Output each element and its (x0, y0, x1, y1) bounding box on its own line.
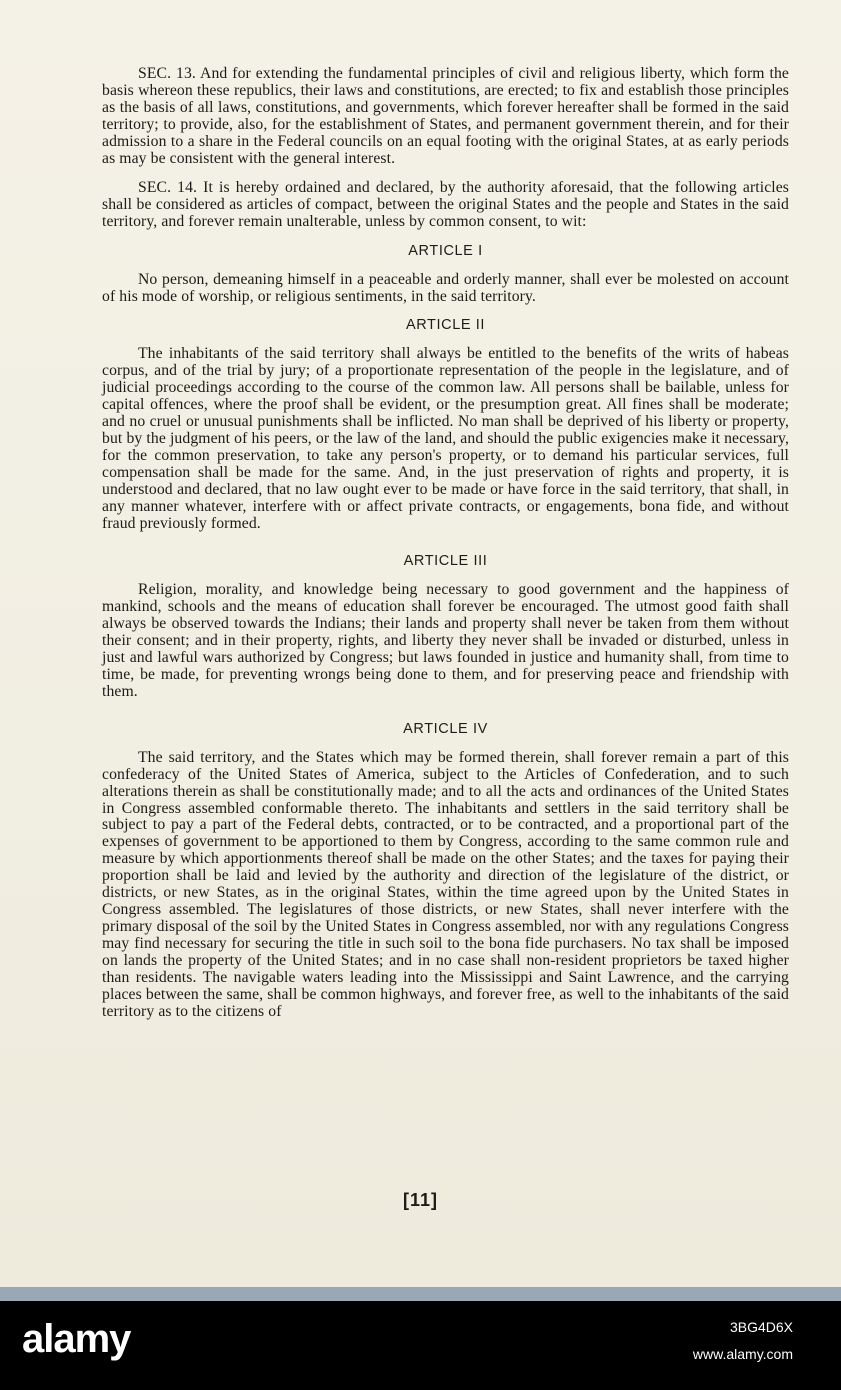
article-2-text: The inhabitants of the said territory shall always be entitled to the benefits of the writs of habeas corpus, and of the trial by jury; of a proportionate representation of the people in the legislature, and of judicial proceedings according to the course of the common law. All persons shall be bailable, unless for capital offences, where the proof shall be evident, or the presumption great. All fines shall be moderate; and no cruel or unusual punishments shall be inflicted. No man shall be deprived of his liberty or property, but by the judgment of his peers, or the law of the land, and should the public exigencies make it necessary, for the common preservation, to take any person's property, or to demand his particular services, full compensation shall be made for the same. And, in the just preservation of rights and property, it is understood and declared, that no law ought ever to be made or have force in the said territory, that shall, in any manner whatever, interfere with or affect private contracts, or engagements, bona fide, and without fraud previously formed. (102, 345, 789, 533)
image-border-band (0, 1287, 841, 1301)
alamy-logo: alamy (22, 1317, 131, 1361)
article-3-text: Religion, morality, and knowledge being necessary to good government and the happiness of mankind, schools and the means of education shall forever be encouraged. The utmost good faith shall always be observed towards the Indians; their lands and property shall never be taken from them without their consent; and in their property, rights, and liberty they never shall be invaded or disturbed, unless in just and lawful wars authorized by Congress; but laws founded in justice and humanity shall, from time to time, be made, for preventing wrongs being done to them, and for preserving peace and friendship with them. (102, 580, 789, 700)
article-3-heading: ARTICLE III (403, 552, 488, 569)
text-column (102, 66, 789, 1033)
section-14-paragraph: SEC. 14. It is hereby ordained and declared, by the authority aforesaid, that the following articles shall be considered as articles of compact, between the original States and the people and States in the said territory, and forever remain unalterable, unless by common consent, to wit: (102, 178, 789, 230)
article-4-heading: ARTICLE IV (403, 720, 488, 737)
section-13-paragraph: SEC. 13. And for extending the fundamental principles of civil and religious liberty, which form the basis whereon these republics, their laws and constitutions, are erected; to fix and establish those principles as the basis of all laws, constitutions, and governments, which forever hereafter shall be formed in the said territory; to provide, also, for the establishment of States, and permanent government therein, and for their admission to a share in the Federal councils on an equal footing with the original States, at as early periods as may be consistent with the general interest. (102, 65, 789, 167)
article-2-heading: ARTICLE II (405, 317, 486, 334)
image-id-label: 3BG4D6X (729, 1319, 793, 1335)
site-url-label: www.alamy.com (692, 1346, 793, 1362)
page-number: [11] (402, 1190, 439, 1210)
article-1-heading: ARTICLE I (408, 242, 483, 259)
article-4-text: The said territory, and the States which may be formed therein, shall forever remain a part of this confederacy of the United States of America, subject to the Articles of Confederation, and to such alterations therein as shall be constitutionally made; and to all the acts and ordinances of the United States in Congress assembled conformable thereto. The inhabitants and settlers in the said territory shall be subject to pay a part of the Federal debts, contracted, or to be contracted, and a proportional part of the expenses of government to be apportioned to them by Congress, according to the same common rule and measure by which apportionments thereof shall be made on the other States; and the taxes for paying their proportion shall be laid and levied by the authority and direction of the legislature of the district, or districts, or new States, as in the original States, within the time agreed upon by the United States in Congress assembled. The legislatures of those districts, or new States, shall never interfere with the primary disposal of the soil by the United States in Congress assembled, nor with any regulations Congress may find necessary for securing the title in such soil to the bona fide purchasers. No tax shall be imposed on lands the property of the United States; and in no case shall non-resident proprietors be taxed higher than residents. The navigable waters leading into the Mississippi and Saint Lawrence, and the carrying places between the same, shall be common highways, and forever free, as well to the inhabitants of the said territory as to the citizens of (102, 748, 789, 1020)
article-1-text: No person, demeaning himself in a peaceable and orderly manner, shall ever be molested on account of his mode of worship, or religious sentiments, in the said territory. (102, 270, 789, 305)
stock-watermark-footer (0, 1301, 841, 1390)
